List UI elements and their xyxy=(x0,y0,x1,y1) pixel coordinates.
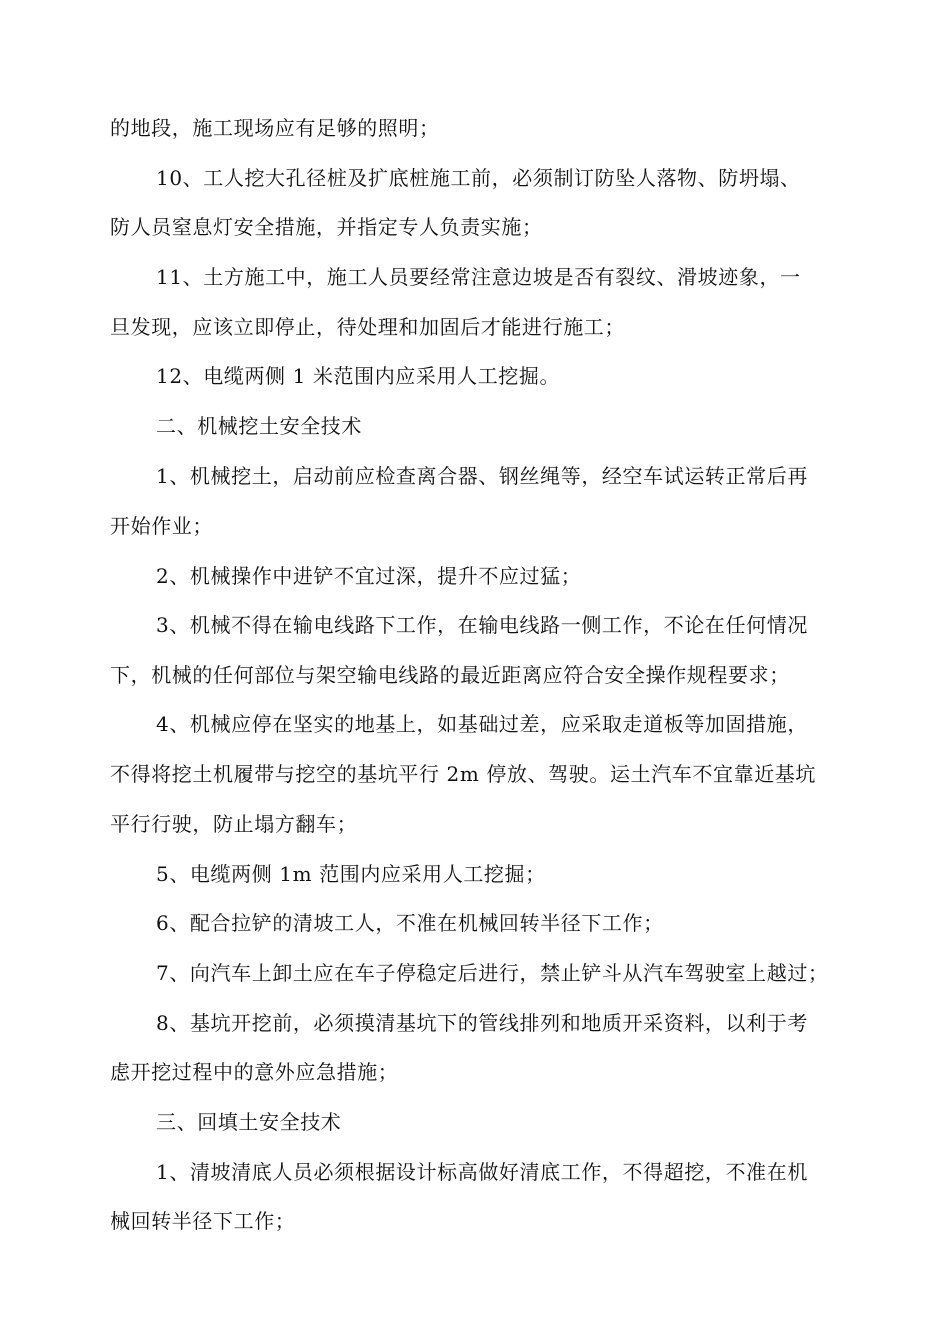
text-line: 旦发现，应该立即停止，待处理和加固后才能进行施工； xyxy=(110,315,625,339)
text-line: 不得将挖土机履带与挖空的基坑平行 2m 停放、驾驶。运土汽车不宜靠近基坑 xyxy=(110,762,817,786)
text-line: 械回转半径下工作； xyxy=(110,1209,296,1233)
text-line: 5、电缆两侧 1m 范围内应采用人工挖掘； xyxy=(156,862,546,886)
section-heading: 三、回填土安全技术 xyxy=(156,1110,342,1134)
text-line: 7、向汽车上卸土应在车子停稳定后进行，禁止铲斗从汽车驾驶室上越过； xyxy=(156,961,829,985)
text-line: 防人员窒息灯安全措施，并指定专人负责实施； xyxy=(110,215,543,239)
text-line: 6、配合拉铲的清坡工人，不准在机械回转半径下工作； xyxy=(156,911,664,935)
text-line: 下，机械的任何部位与架空输电线路的最近距离应符合安全操作规程要求； xyxy=(110,663,790,687)
text-line: 平行行驶，防止塌方翻车； xyxy=(110,812,358,836)
text-line: 11、土方施工中，施工人员要经常注意边坡是否有裂纹、滑坡迹象，一 xyxy=(156,265,801,289)
text-line: 8、基坑开挖前，必须摸清基坑下的管线排列和地质开采资料，以利于考 xyxy=(156,1011,808,1035)
text-line: 4、机械应停在坚实的地基上，如基础过差，应采取走道板等加固措施， xyxy=(156,712,808,736)
text-line: 10、工人挖大孔径桩及扩底桩施工前，必须制订防坠人落物、防坍塌、 xyxy=(156,166,801,190)
text-line: 12、电缆两侧 1 米范围内应采用人工挖掘。 xyxy=(156,364,561,388)
text-line: 2、机械操作中进铲不宜过深，提升不应过猛； xyxy=(156,564,582,588)
section-heading: 二、机械挖土安全技术 xyxy=(156,414,362,438)
text-line: 1、机械挖土，启动前应检查离合器、钢丝绳等，经空车试运转正常后再 xyxy=(156,464,808,488)
text-line: 虑开挖过程中的意外应急措施； xyxy=(110,1060,399,1084)
text-line: 的地段，施工现场应有足够的照明； xyxy=(110,116,440,140)
text-line: 3、机械不得在输电线路下工作，在输电线路一侧工作，不论在任何情况 xyxy=(156,613,808,637)
text-line: 开始作业； xyxy=(110,514,213,538)
text-line: 1、清坡清底人员必须根据设计标高做好清底工作，不得超挖，不准在机 xyxy=(156,1160,808,1184)
